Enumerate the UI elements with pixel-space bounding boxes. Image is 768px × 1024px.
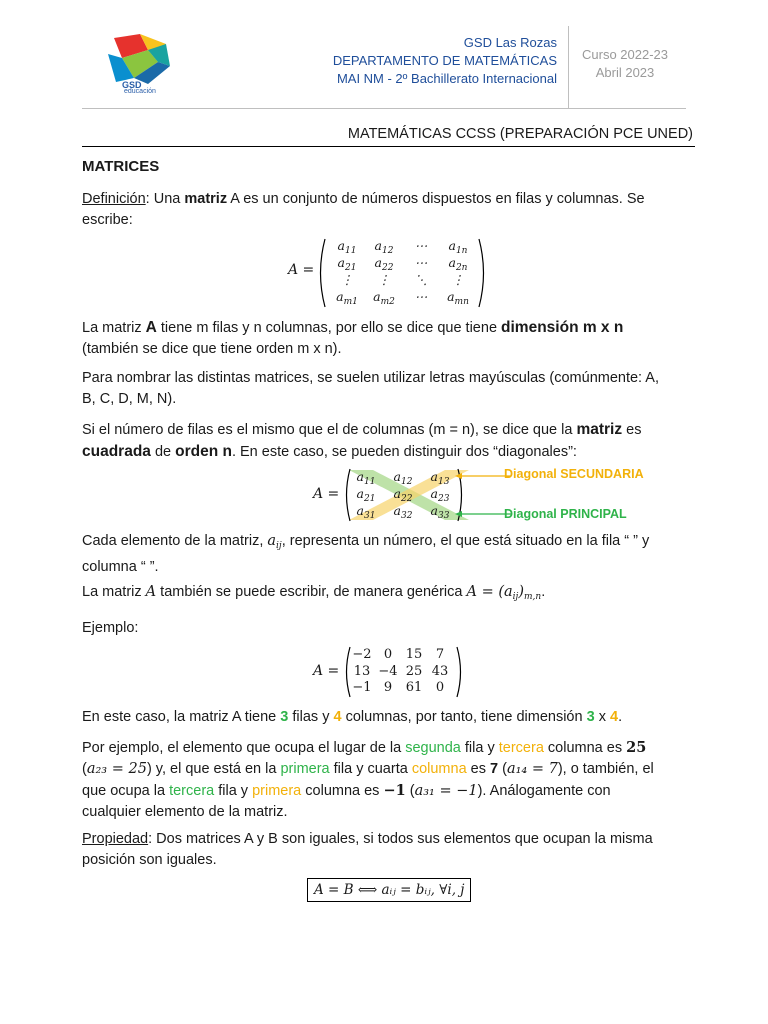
matrix-diag-lhs: A = (313, 486, 340, 502)
matrix-example-lhs: A = (313, 663, 340, 679)
matrix-cell: 25 (405, 663, 423, 679)
matrix-cell: $a_{13}$ (430, 469, 450, 487)
gsd-logo (100, 32, 178, 98)
header-vertical-divider (568, 26, 569, 108)
header-divider (82, 108, 686, 109)
matrix-cell: ⋯ (414, 238, 428, 253)
matrix-cell: $a_{11}$ (337, 238, 357, 256)
matrix-general (285, 238, 495, 308)
matrix-cell: ⋯ (414, 255, 428, 270)
matrix-cell: 0 (435, 680, 445, 695)
matrix-example (313, 646, 473, 698)
matrix-cell: ⋱ (414, 272, 428, 287)
matrix-cell: $a_{22}$ (374, 255, 394, 273)
property-label: Propiedad (82, 831, 149, 847)
section-title: MATRICES (82, 158, 160, 175)
matrix-cell: 0 (383, 647, 393, 662)
aij-symbol: $a_{ij}$ (267, 533, 282, 551)
dimension-paragraph: La matriz A tiene m filas y n columnas, por ello se dice que tiene dimensión m x n (también se dice que tiene orden m x n). (82, 319, 624, 357)
matrix-cell: $a_{11}$ (356, 469, 376, 487)
logo-text: GSD (122, 80, 142, 90)
matrix-cell: 43 (431, 663, 449, 679)
matrix-cell: $a_{33}$ (430, 503, 450, 521)
matrix-cell: −4 (378, 663, 398, 679)
example-paragraph: Por ejemplo, el elemento que ocupa el lugar de la segunda fila y tercera columna es 25 (a₂₃ = 25) y, el que está en la primera fila y cuarta columna es 7 (a₁₄ = 7), o también, el que ocupa la tercera fila y primera columna es −1 (a₃₁ = −1). Análogamente con cualquier elemento de la matriz. (82, 739, 654, 820)
matrix-cell: −1 (352, 680, 372, 695)
matrix-cell: ⋮ (377, 272, 391, 287)
matrix-cell: 15 (405, 647, 423, 662)
matrix-cell: $a_{m1}$ (336, 289, 358, 307)
diagonal-secondary-label: Diagonal SECUNDARIA (504, 467, 644, 481)
definition-label: Definición (82, 191, 146, 207)
matrix-cell: 7 (435, 647, 445, 662)
generic-formula: $A = (a_{ij})_{m,n}$ (466, 584, 542, 602)
subject-title: MATEMÁTICAS CCSS (PREPARACIÓN PCE UNED) (347, 126, 693, 142)
case-paragraph: En este caso, la matriz A tiene 3 filas y 4 columnas, por tanto, tiene dimensión 3 x 4. (82, 709, 623, 725)
right-paren (477, 238, 489, 308)
matrix-cell: 61 (405, 680, 423, 695)
right-paren (455, 646, 465, 698)
matrix-cell: $a_{32}$ (393, 503, 413, 521)
arrow-left-icon (455, 473, 462, 479)
property-formula: A = B ⟺ aᵢⱼ = bᵢⱼ, ∀i, j (307, 878, 471, 902)
matrix-cell: $a_{21}$ (337, 255, 357, 273)
matrix-cell: $a_{31}$ (356, 503, 376, 521)
names-paragraph: Para nombrar las distintas matrices, se suelen utilizar letras mayúsculas (comúnmente: A, B, C, D, M, N). (82, 370, 660, 407)
matrix-cell: −2 (352, 647, 372, 662)
matrix-cell: $a_{1n}$ (448, 238, 468, 256)
matrix-diagonals (313, 466, 653, 524)
definition-paragraph: Definición: Una matriz A es un conjunto de números dispuestos en filas y columnas. Se escribe: (82, 191, 645, 228)
matrix-cell: $a_{21}$ (356, 486, 376, 504)
property-paragraph: Propiedad: Dos matrices A y B son iguales, si todos sus elementos que ocupan la misma posición son iguales. (82, 831, 653, 868)
square-paragraph: Si el número de filas es el mismo que el de columnas (m = n), se dice que la matriz es cuadrada de orden n. En este caso, se pueden distinguir dos “diagonales”: (82, 421, 642, 460)
example-label: Ejemplo: (82, 620, 139, 636)
matrix-cell: ⋮ (451, 272, 465, 287)
matrix-cell: 9 (383, 680, 393, 695)
header-department: DEPARTAMENTO DE MATEMÁTICAS (332, 53, 557, 68)
left-paren (315, 238, 327, 308)
matrix-cell: 13 (353, 663, 371, 679)
arrow-left-icon (455, 511, 462, 517)
matrix-cell: $a_{23}$ (430, 486, 450, 504)
logo-subtext: educación (124, 88, 156, 95)
generic-paragraph: La matriz A también se puede escribir, de manera genérica $A = (a_{ij})_{m,n}$. (82, 584, 546, 602)
element-paragraph: Cada elemento de la matriz, $a_{ij}$, representa un número, el que está situado en la fila “ ” y columna “ ”. (82, 533, 650, 575)
matrix-cell: ⋮ (340, 272, 354, 287)
matrix-cell: $a_{2n}$ (448, 255, 468, 273)
matrix-cell: $a_{22}$ (393, 486, 413, 504)
matrix-cell: ⋯ (414, 289, 428, 304)
header-date: Abril 2023 (595, 65, 655, 80)
matrix-cell: $a_{mn}$ (447, 289, 469, 307)
matrix-cell: $a_{m2}$ (373, 289, 395, 307)
header-year: Curso 2022-23 (582, 47, 668, 62)
subject-underline (82, 146, 695, 147)
header-course: MAI NM - 2º Bachillerato Internacional (336, 71, 557, 86)
matrix-cell: $a_{12}$ (393, 469, 413, 487)
diagonal-principal-label: Diagonal PRINCIPAL (504, 507, 627, 521)
matrix-general-lhs: A = (288, 262, 315, 278)
matrix-cell: $a_{12}$ (374, 238, 394, 256)
header-org: GSD Las Rozas (463, 35, 557, 50)
